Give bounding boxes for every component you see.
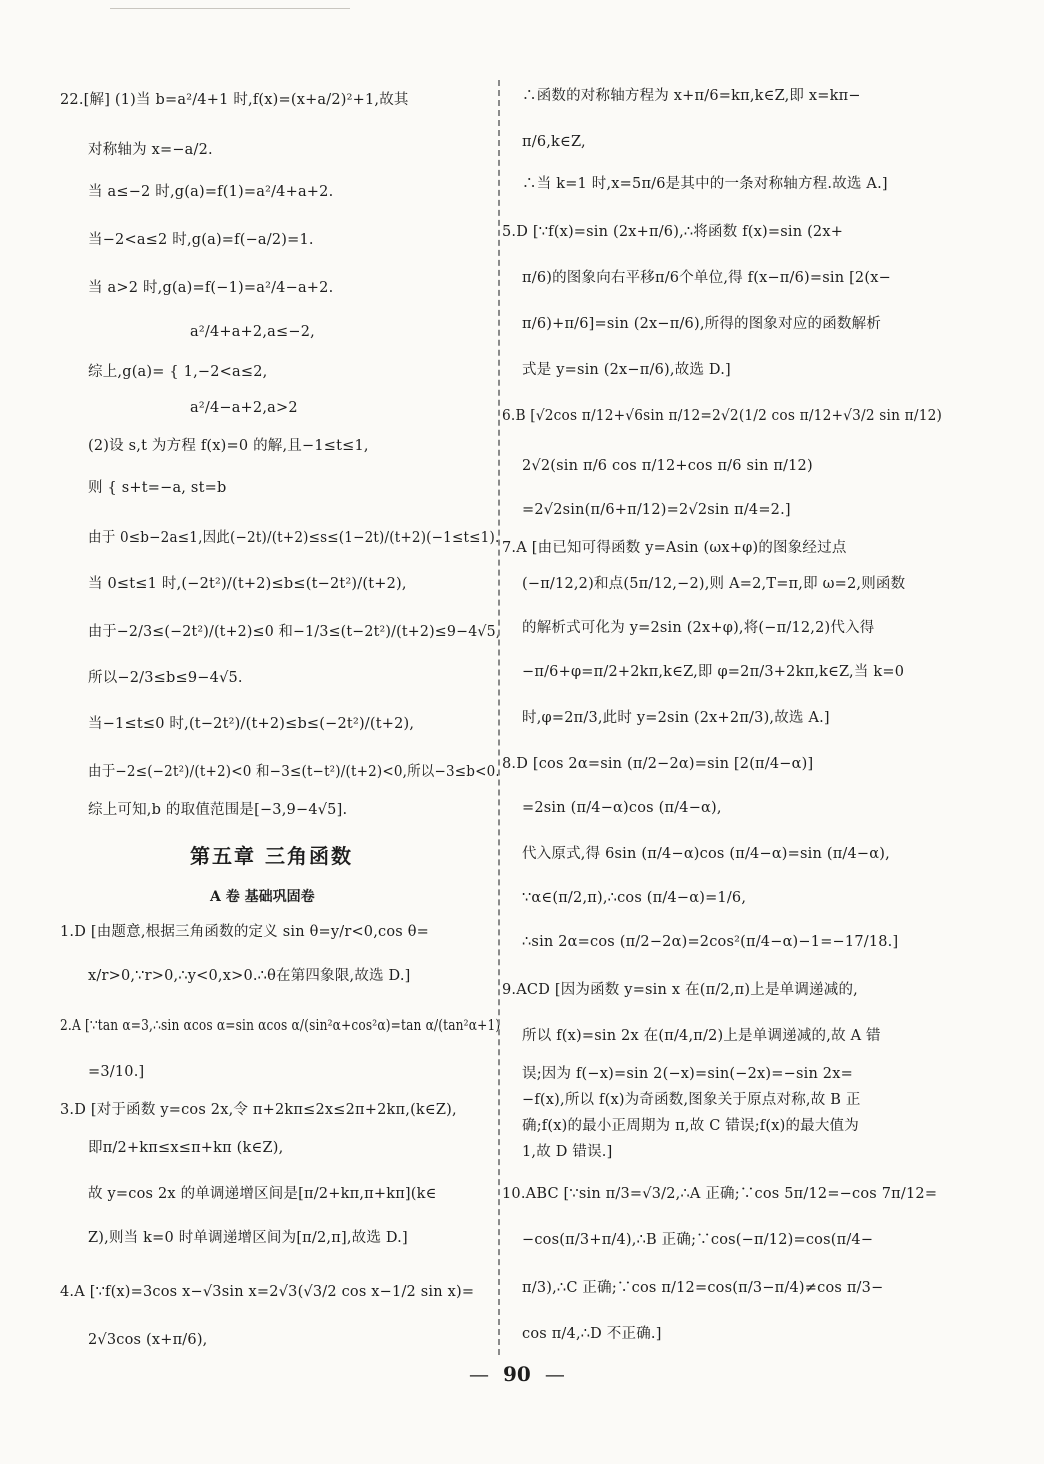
text-line: 故 y=cos 2x 的单调递增区间是[π/2+kπ,π+kπ](k∈ [88, 1186, 437, 1202]
text-line: ∴当 k=1 时,x=5π/6是其中的一条对称轴方程.故选 A.] [522, 176, 888, 192]
text-line: 10.ABC [∵sin π/3=√3/2,∴A 正确;∵cos 5π/12=−cos 7π/12= [502, 1186, 938, 1202]
text-line: 由于 0≤b−2a≤1,因此(−2t)/(t+2)≤s≤(1−2t)/(t+2)(−1≤t≤1). [88, 530, 500, 546]
text-line: =2sin (π/4−α)cos (π/4−α), [522, 800, 722, 816]
footer-dash: — [544, 1362, 565, 1386]
text-line: cos π/4,∴D 不正确.] [522, 1326, 662, 1342]
text-line: 所以−2/3≤b≤9−4√5. [88, 670, 243, 686]
text-line: ∴函数的对称轴方程为 x+π/6=kπ,k∈Z,即 x=kπ− [522, 88, 861, 104]
text-line: −cos(π/3+π/4),∴B 正确;∵cos(−π/12)=cos(π/4− [522, 1232, 874, 1248]
text-line: 综上,g(a)= { 1,−2<a≤2, [88, 364, 268, 380]
text-line: x/r>0,∵r>0,∴y<0,x>0.∴θ在第四象限,故选 D.] [88, 968, 411, 984]
text-line: 确;f(x)的最小正周期为 π,故 C 错误;f(x)的最大值为 [522, 1118, 859, 1134]
text-line: 即π/2+kπ≤x≤π+kπ (k∈Z), [88, 1140, 284, 1156]
text-line: 当 0≤t≤1 时,(−2t²)/(t+2)≤b≤(t−2t²)/(t+2), [88, 576, 407, 592]
text-line: 22.[解] (1)当 b=a²/4+1 时,f(x)=(x+a/2)²+1,故其 [60, 92, 409, 108]
text-line: 误;因为 f(−x)=sin 2(−x)=sin(−2x)=−sin 2x= [522, 1066, 853, 1082]
text-line: 当−2<a≤2 时,g(a)=f(−a/2)=1. [88, 232, 314, 248]
text-line: 由于−2≤(−2t²)/(t+2)<0 和−3≤(t−t²)/(t+2)<0,所以−3≤b<0. [88, 764, 500, 780]
text-line: ∴sin 2α=cos (π/2−2α)=2cos²(π/4−α)−1=−17/18.] [522, 934, 899, 950]
text-line: a²/4−a+2,a>2 [190, 400, 298, 416]
text-line: (−π/12,2)和点(5π/12,−2),则 A=2,T=π,即 ω=2,则函数 [522, 576, 906, 592]
text-line: 综上可知,b 的取值范围是[−3,9−4√5]. [88, 802, 348, 818]
text-line: 6.B [√2cos π/12+√6sin π/12=2√2(1/2 cos π/12+√3/2 sin π/12) [502, 408, 943, 424]
text-line: 7.A [由已知可得函数 y=Asin (ωx+φ)的图象经过点 [502, 540, 847, 556]
section-title: A 卷 基础巩固卷 [210, 889, 315, 905]
page-number: 90 [503, 1362, 531, 1386]
text-line: 1,故 D 错误.] [522, 1144, 613, 1160]
text-line: 的解析式可化为 y=2sin (2x+φ),将(−π/12,2)代入得 [522, 620, 875, 636]
text-line: 则 { s+t=−a, st=b [88, 480, 227, 496]
text-line: −π/6+φ=π/2+2kπ,k∈Z,即 φ=2π/3+2kπ,k∈Z,当 k=0 [522, 664, 905, 680]
text-line: π/6)的图象向右平移π/6个单位,得 f(x−π/6)=sin [2(x− [522, 270, 891, 286]
column-divider [498, 80, 500, 1355]
text-line: π/6)+π/6]=sin (2x−π/6),所得的图象对应的函数解析 [522, 316, 882, 332]
text-line: a²/4+a+2,a≤−2, [190, 324, 315, 340]
text-line: 2√3cos (x+π/6), [88, 1332, 208, 1348]
chapter-title: 第五章 三角函数 [190, 844, 353, 868]
text-line: 代入原式,得 6sin (π/4−α)cos (π/4−α)=sin (π/4−α), [522, 846, 890, 862]
text-line: 4.A [∵f(x)=3cos x−√3sin x=2√3(√3/2 cos x−1/2 sin x)= [60, 1284, 475, 1300]
text-line: 8.D [cos 2α=sin (π/2−2α)=sin [2(π/4−α)] [502, 756, 814, 772]
text-line: 由于−2/3≤(−2t²)/(t+2)≤0 和−1/3≤(t−2t²)/(t+2)≤9−4√5, [88, 624, 501, 640]
text-line: 所以 f(x)=sin 2x 在(π/4,π/2)上是单调递减的,故 A 错 [522, 1028, 881, 1044]
text-line: 1.D [由题意,根据三角函数的定义 sin θ=y/r<0,cos θ= [60, 924, 430, 940]
text-line: 9.ACD [因为函数 y=sin x 在(π/2,π)上是单调递减的, [502, 982, 858, 998]
scan-edge-line [110, 8, 350, 9]
text-line: 式是 y=sin (2x−π/6),故选 D.] [522, 362, 731, 378]
text-line: 5.D [∵f(x)=sin (2x+π/6),∴将函数 f(x)=sin (2x+ [502, 224, 844, 240]
text-line: π/6,k∈Z, [522, 134, 586, 150]
text-line: =2√2sin(π/6+π/12)=2√2sin π/4=2.] [522, 502, 791, 518]
text-line: ∵α∈(π/2,π),∴cos (π/4−α)=1/6, [522, 890, 747, 906]
text-line: =3/10.] [88, 1064, 145, 1080]
text-line: Z),则当 k=0 时单调递增区间为[π/2,π],故选 D.] [88, 1230, 408, 1246]
text-line: 时,φ=2π/3,此时 y=2sin (2x+2π/3),故选 A.] [522, 710, 830, 726]
text-line: 2.A [∵tan α=3,∴sin αcos α=sin αcos α/(sin²α+cos²α)=tan α/(tan²α+1) [60, 1018, 501, 1034]
text-line: 当 a>2 时,g(a)=f(−1)=a²/4−a+2. [88, 280, 334, 296]
page-number-footer [455, 1362, 579, 1386]
text-line: π/3),∴C 正确;∵cos π/12=cos(π/3−π/4)≠cos π/3− [522, 1280, 884, 1296]
text-line: 当 a≤−2 时,g(a)=f(1)=a²/4+a+2. [88, 184, 334, 200]
text-line: 当−1≤t≤0 时,(t−2t²)/(t+2)≤b≤(−2t²)/(t+2), [88, 716, 415, 732]
text-line: −f(x),所以 f(x)为奇函数,图象关于原点对称,故 B 正 [522, 1092, 861, 1108]
text-line: 3.D [对于函数 y=cos 2x,令 π+2kπ≤2x≤2π+2kπ,(k∈Z), [60, 1102, 457, 1118]
text-line: (2)设 s,t 为方程 f(x)=0 的解,且−1≤t≤1, [88, 438, 369, 454]
text-line: 2√2(sin π/6 cos π/12+cos π/6 sin π/12) [522, 458, 813, 474]
footer-dash: — [469, 1362, 489, 1386]
text-line: 对称轴为 x=−a/2. [88, 142, 213, 158]
